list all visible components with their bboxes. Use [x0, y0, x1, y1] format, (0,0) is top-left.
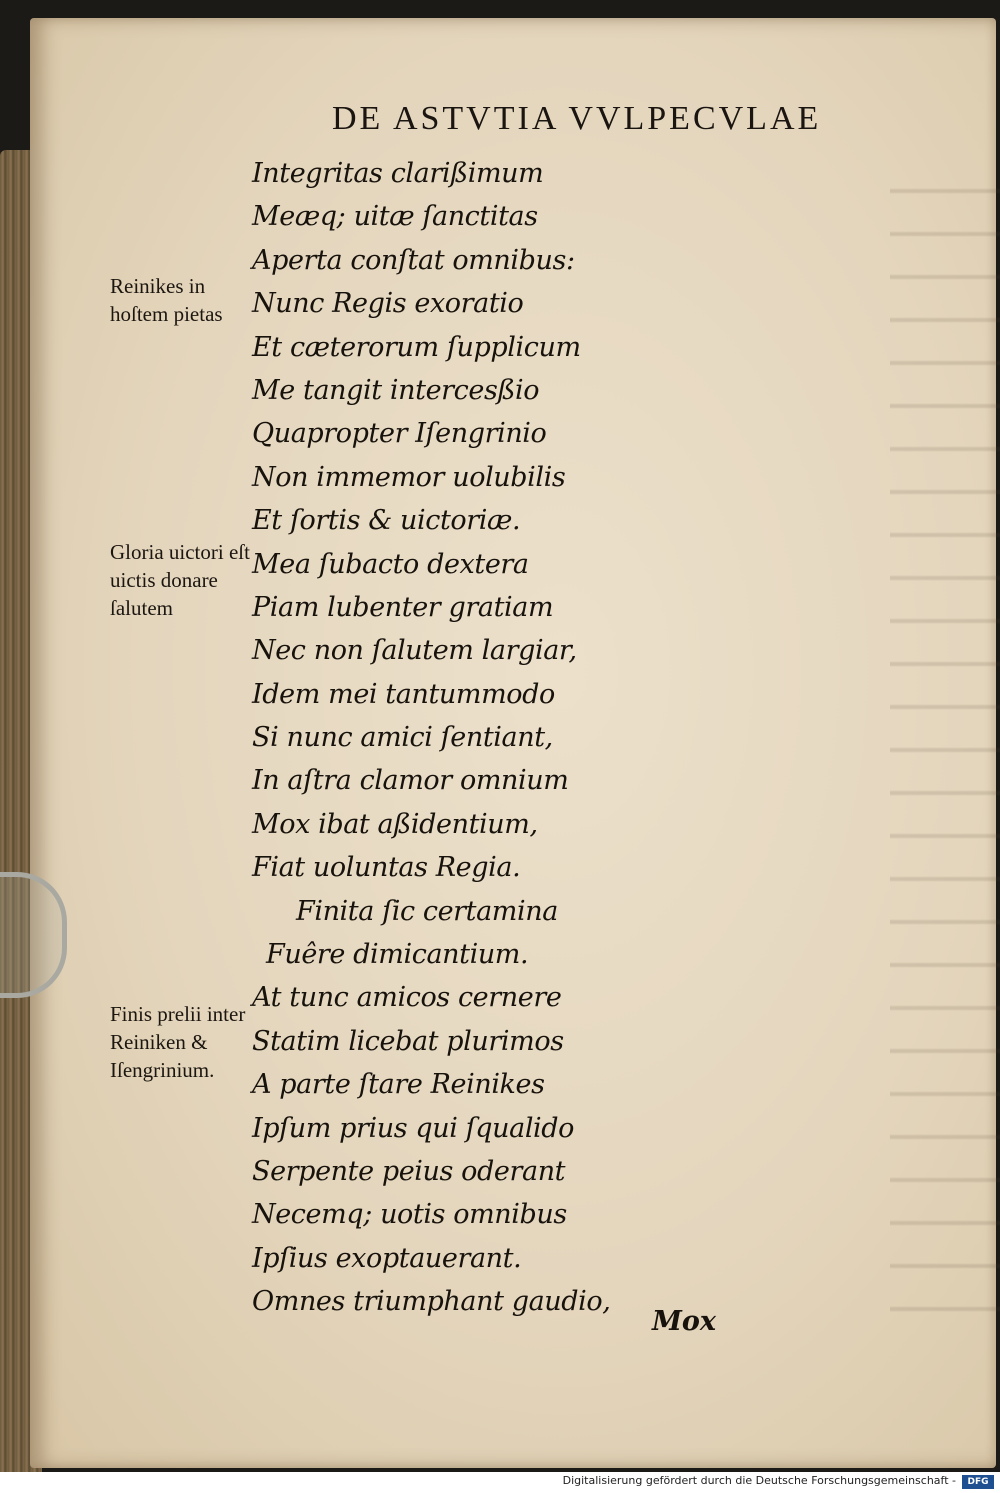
verse-line: Me tangit intercesßio: [252, 374, 540, 406]
verse-line: Fiat uoluntas Regia.: [252, 852, 521, 884]
verse-column: [252, 152, 672, 1324]
margin-note: Gloria uictori eſt uictis donare ſalutem: [110, 540, 250, 620]
bleed-through-text: [890, 168, 1000, 1318]
verse-line: Et ſortis & uictoriæ.: [252, 505, 521, 537]
verse-line: Meæq; uitæ ſanctitas: [252, 201, 538, 233]
footer-bar: [0, 1472, 1000, 1493]
verse-line: Ipſum prius qui ſqualido: [252, 1112, 575, 1144]
margin-note: Reinikes in hoſtem pietas: [110, 274, 223, 326]
verse-line: Mox ibat aßidentium,: [252, 808, 538, 840]
footer-credit: Digitalisierung gefördert durch die Deutsche Forschungsgemeinschaft -: [562, 1474, 956, 1487]
margin-note: Finis prelii inter Reiniken & Iſengrinium.: [110, 1002, 246, 1082]
verse-line: Integritas clarißimum: [252, 158, 544, 189]
verse-line: Et cæterorum ſupplicum: [252, 331, 581, 363]
verse-line: Nunc Regis exoratio: [252, 288, 524, 320]
verse-line: Si nunc amici ſentiant,: [252, 722, 553, 754]
verse-line: Mea ſubacto dextera: [252, 548, 529, 580]
verse-line: Finita ſic certamina: [296, 895, 558, 927]
verse-line: Aperta conſtat omnibus:: [252, 244, 575, 276]
running-title: DE ASTVTIA VVLPECVLAE: [332, 100, 822, 137]
verse-line: Piam lubenter gratiam: [252, 591, 554, 623]
dfg-logo-icon: DFG: [962, 1475, 994, 1489]
verse-line: Nec non ſalutem largiar,: [252, 635, 577, 667]
verse-line: Ipſius exoptauerant.: [252, 1242, 522, 1274]
verse-line: A parte ſtare Reinikes: [252, 1069, 545, 1101]
verse-line: Non immemor uolubilis: [252, 461, 566, 493]
verse-line: Serpente peius oderant: [252, 1155, 566, 1187]
verse-line: Statim licebat plurimos: [252, 1025, 564, 1057]
verse-line: Idem mei tantummodo: [252, 678, 555, 710]
verse-line: Fuêre dimicantium.: [266, 939, 529, 971]
verse-line: In aſtra clamor omnium: [252, 765, 569, 797]
verse-line: Omnes triumphant gaudio,: [252, 1286, 611, 1318]
verse-line: Necemq; uotis omnibus: [252, 1199, 567, 1231]
verse-line: At tunc amicos cernere: [252, 982, 562, 1014]
verse-line: Quapropter Iſengrinio: [252, 418, 547, 450]
catchword: Mox: [652, 1306, 716, 1337]
